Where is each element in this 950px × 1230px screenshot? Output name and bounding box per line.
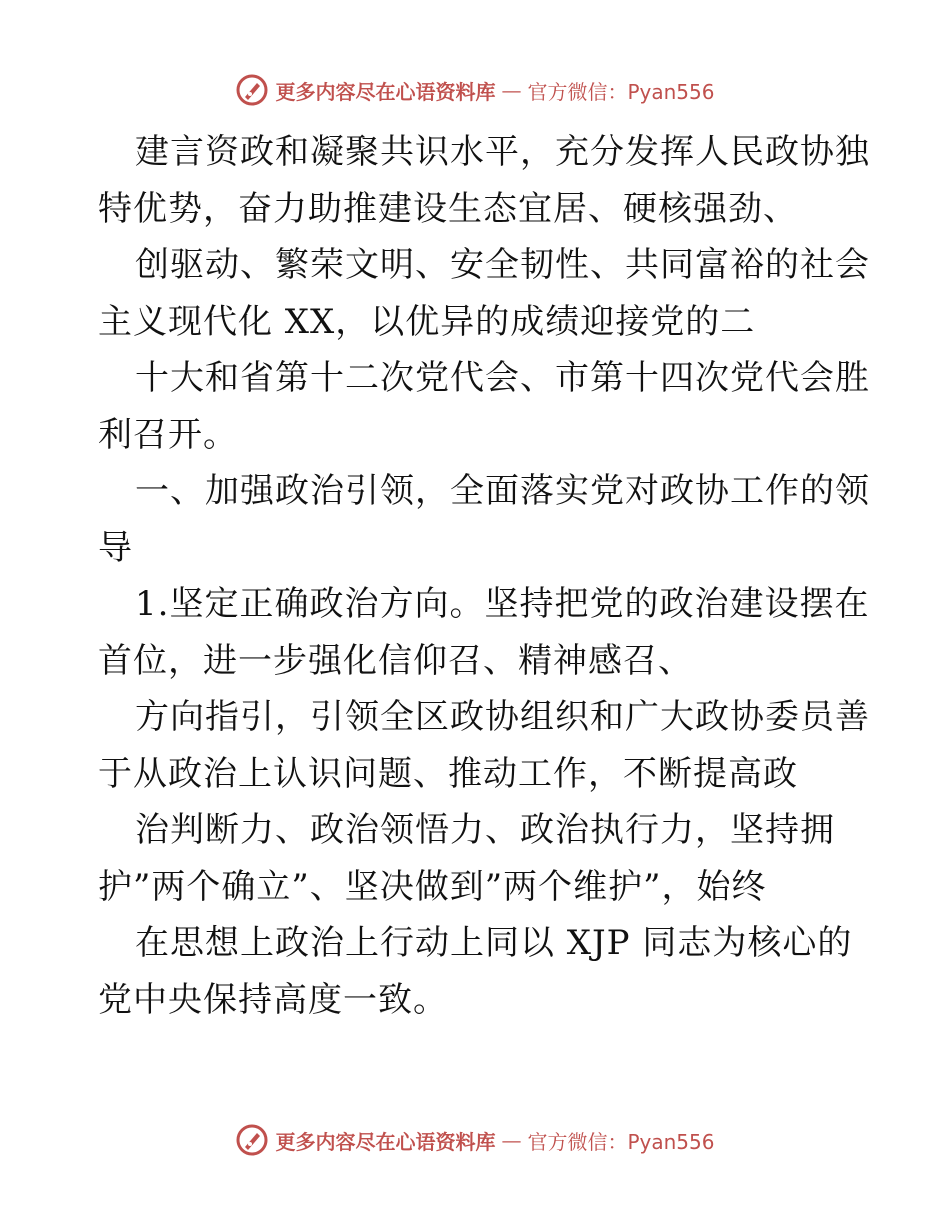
header-brand-text: 更多内容尽在心语资料库 bbox=[275, 79, 496, 104]
body-line: 护”两个确立”、坚决做到”两个维护”，始终 bbox=[98, 866, 767, 907]
body-line: 主义现代化 XX，以优异的成绩迎接党的二 bbox=[98, 301, 756, 342]
footer-banner bbox=[0, 1120, 950, 1160]
body-line: 于从政治上认识问题、推动工作，不断提高政 bbox=[98, 753, 798, 794]
body-line: 治判断力、政治领悟力、政治执行力，坚持拥 bbox=[135, 810, 835, 850]
body-line: 方向指引，引领全区政协组织和广大政协委员善 bbox=[135, 697, 870, 737]
body-line: 在思想上政治上行动上同以 XJP 同志为核心的 bbox=[135, 923, 853, 963]
pen-nib-logo-icon bbox=[235, 1123, 269, 1157]
body-line: 利召开。 bbox=[98, 414, 238, 455]
pen-nib-logo-icon bbox=[235, 73, 269, 107]
header-banner bbox=[0, 70, 950, 110]
document-body bbox=[98, 124, 870, 1028]
header-contact-text: 官方微信：Pyan556 bbox=[527, 79, 715, 104]
body-line: 创驱动、繁荣文明、安全韧性、共同富裕的社会 bbox=[135, 245, 870, 285]
body-line: 党中央保持高度一致。 bbox=[98, 979, 448, 1020]
section-heading-line: 一、加强政治引领，全面落实党对政协工作的领 bbox=[135, 471, 870, 511]
footer-contact-text: 官方微信：Pyan556 bbox=[527, 1129, 715, 1154]
footer-brand-text: 更多内容尽在心语资料库 bbox=[275, 1129, 496, 1154]
section-heading-line: 导 bbox=[98, 527, 133, 568]
footer-dash: — bbox=[501, 1128, 522, 1152]
header-dash: — bbox=[501, 78, 522, 102]
body-line: 首位，进一步强化信仰召、精神感召、 bbox=[98, 640, 693, 681]
body-line: 1.坚定正确政治方向。坚持把党的政治建设摆在 bbox=[135, 584, 870, 624]
body-line: 十大和省第十二次党代会、市第十四次党代会胜 bbox=[135, 358, 870, 398]
body-line: 特优势，奋力助推建设生态宜居、硬核强劲、 bbox=[98, 188, 798, 229]
body-line: 建言资政和凝聚共识水平，充分发挥人民政协独 bbox=[135, 132, 870, 172]
